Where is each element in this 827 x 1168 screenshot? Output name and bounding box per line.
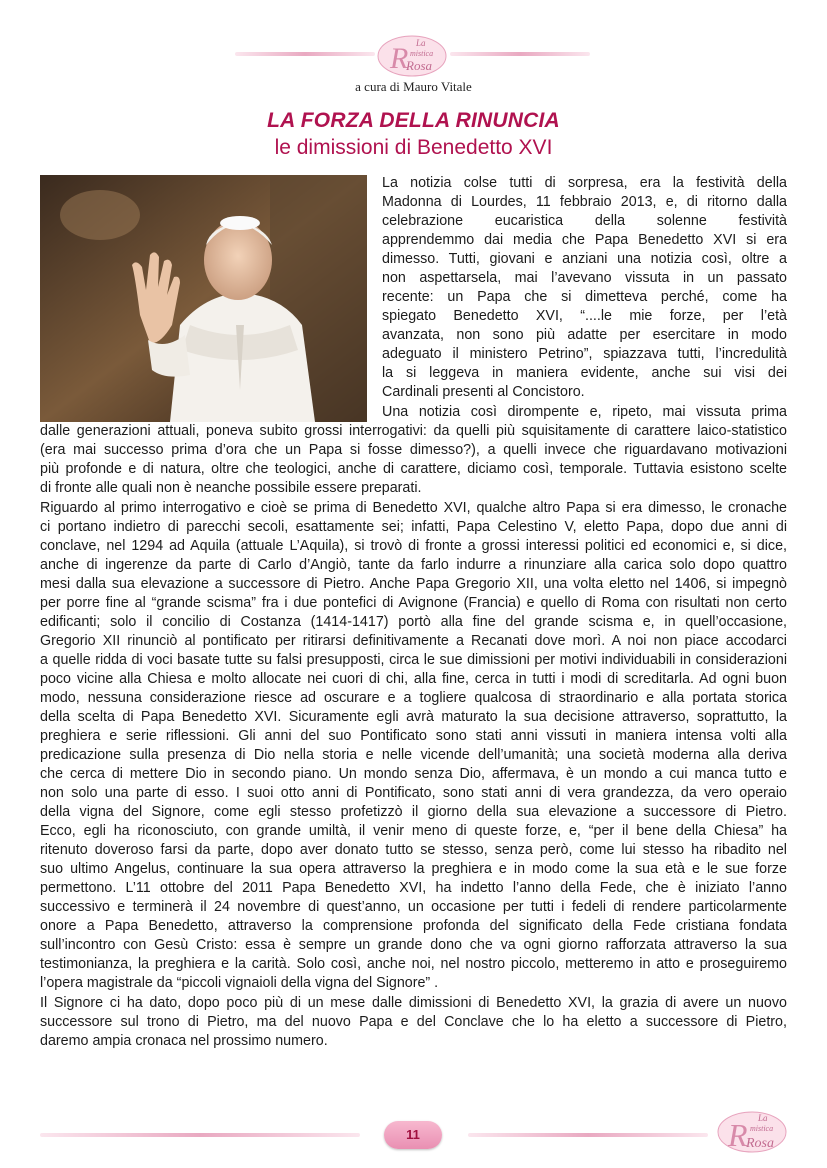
footer-logo-text-mistica: mistica bbox=[750, 1124, 774, 1133]
body-line: sull’incontro con Gesù Cristo: essa è sempre un grande dono che va ogni giorno rafforzata attraverso la sua bbox=[40, 937, 787, 953]
body-line: suo ultimo Angelus, continuare la sua opera attraverso la preghiera e in modo come la sua età e le sue forze bbox=[40, 861, 787, 877]
body-line: anche di ingerenze da parte di Carlo d’Angiò, tante da farlo indurre a rinunziare alla carica solo dopo quattro bbox=[40, 557, 787, 573]
logo-text-la: La bbox=[416, 38, 426, 48]
body-line: l’opera magistrale da “piccoli vignaioli della vigna del Signore” . bbox=[40, 975, 439, 991]
body-line: La notizia colse tutti di sorpresa, era la festività della bbox=[382, 175, 787, 191]
footer-logo-text-rosa: Rosa bbox=[746, 1136, 774, 1151]
body-line: recente: un Papa che si dimetteva perché, come ha bbox=[382, 289, 787, 305]
body-line: successore sul trono di Pietro, ma del nuovo Papa e del Conclave che lo ha eletto a successore di Pietro, bbox=[40, 1014, 787, 1030]
body-line: apprendemmo dai media che Papa Benedetto XVI si era bbox=[382, 232, 787, 248]
page-number: 11 bbox=[384, 1121, 442, 1149]
body-line: successivo e terminerà il 24 novembre di quest’anno, un occasione per tutti i fedeli di rendere particolarmente bbox=[40, 899, 787, 915]
body-line: predicazione sulla presenza di Dio nella storia e nelle vicende dell’umanità; una società moderna alla deriva bbox=[40, 747, 787, 763]
body-line: preghiera e serie riflessioni. Gli anni del suo Pontificato sono stati anni vissuti in maniera intensa volti alla bbox=[40, 728, 787, 744]
body-line: avanzata, non sono più adatte per esercitare in modo bbox=[382, 327, 787, 343]
body-line: conclave, nel 1294 ad Aquila (attuale L’Aquila), si trovò di fronte a grossi interessi politici ed economici e, si dice, bbox=[40, 538, 787, 554]
footer-logo bbox=[712, 1106, 792, 1156]
body-line: Ecco, egli ha riconosciuto, con grande umiltà, il venir meno di queste forze, e, “per il bene della Chiesa” ha bbox=[40, 823, 787, 839]
body-line: testimonianza, la preghiera e la carità. Solo così, anche noi, nel nostro piccolo, metteremo in atto e proseguiremo bbox=[40, 956, 787, 972]
body-line: ci portano indietro di parecchi secoli, esattamente sei; infatti, Papa Celestino V, eletto Papa, dopo due anni di bbox=[40, 519, 787, 535]
body-line: modo, nessuna considerazione riesce ad oscurare e a togliere qualcosa di straordinario e alla portata storica bbox=[40, 690, 787, 706]
body-line: non solo una parte di esso. I suoi otto anni di Pontificato, sono stati anni di vera grandezza, da vero operaio bbox=[40, 785, 787, 801]
body-line: più profonde e di natura, oltre che teologici, anche di carattere, diciamo così, temporale. Tuttavia esistono scelte bbox=[40, 461, 787, 477]
body-line: spiegato Benedetto XVI, “....le mie forze, per l’età bbox=[382, 308, 787, 324]
body-line: per porre fine al “grande scisma” fra i due pontefici di Avignone (Francia) e quello di Roma con risultati non certo bbox=[40, 595, 787, 611]
body-line: Il Signore ci ha dato, dopo poco più di un mese dalle dimissioni di Benedetto XVI, la grazia di avere un nuovo bbox=[40, 995, 787, 1011]
body-line: celebrazione eucaristica della solenne festività bbox=[382, 213, 787, 229]
logo-text-rosa: Rosa bbox=[406, 58, 432, 73]
body-line: Una notizia così dirompente e, ripeto, mai vissuta prima bbox=[382, 404, 787, 420]
article-title: LA FORZA DELLA RINUNCIA bbox=[267, 109, 560, 132]
body-line: della scelta di Papa Benedetto XVI. Sicuramente egli avrà maturato la sua decisione attraverso, soprattutto, la bbox=[40, 709, 787, 725]
body-line: Madonna di Lourdes, 11 febbraio 2013, e, di ritorno dalla bbox=[382, 194, 787, 210]
body-line: onore a Papa Benedetto, attraverso la comprensione profonda del significato della Fede cristiana fondata bbox=[40, 918, 787, 934]
footer-logo-letter-r: R bbox=[728, 1117, 748, 1153]
body-line: Gregorio XII rinunciò al pontificato per ritirarsi definitivamente a Recanati dove morì. A noi non piace accodarci bbox=[40, 633, 787, 649]
body-line: dalle generazioni attuali, poneva subito grossi interrogativi: da quelli più squisitamente di carattere laico-statistico bbox=[40, 423, 787, 439]
body-line: la si leggeva in maniera evidente, anche sui visi dei bbox=[382, 365, 787, 381]
body-line: mesi dalla sua elevazione a successore di Pietro. Anche Papa Gregorio XII, una volta eletto nel 1406, si impegnò bbox=[40, 576, 787, 592]
body-line: poco vicine alla Chiesa e molto allocate nei cuori di chi, alla fine, cerca in tutti i modi di screditarla. Ad ogni buon bbox=[40, 671, 787, 687]
logo-letter-r: R bbox=[390, 42, 409, 75]
body-line: Cardinali presenti al Concistoro. bbox=[382, 384, 585, 400]
body-line: ritenuto doveroso farsi da parte, dopo aver donato tutto se stesso, senza però, come lui stesso ha ribadito nel bbox=[40, 842, 787, 858]
body-line: daremo ampia cronaca nel prossimo numero. bbox=[40, 1033, 328, 1049]
article-subtitle: le dimissioni di Benedetto XVI bbox=[274, 136, 553, 159]
footer-logo-text-la: La bbox=[758, 1113, 768, 1123]
body-line: Riguardo al primo interrogativo e cioè se prima di Benedetto XVI, qualche altro Papa si era dimesso, le cronache bbox=[40, 500, 787, 516]
body-line: non aspettarsela, mai l’avevano vissuta in un passato bbox=[382, 270, 787, 286]
body-line: edificanti; solo il concilio di Costanza (1414-1417) portò alla fine del grande scisma e, in quell’occasione, bbox=[40, 614, 787, 630]
logo-text-mistica: mistica bbox=[410, 49, 434, 58]
body-line: permettono. L’11 ottobre del 2011 Papa Benedetto XVI, ha indetto l’anno della Fede, che è iniziato l’anno bbox=[40, 880, 787, 896]
body-line: che cerca di mettere Dio in secondo piano. Un mondo senza Dio, affermava, è un mondo a cui manca tutto e bbox=[40, 766, 787, 782]
footer-rule-left bbox=[40, 1133, 360, 1137]
body-line: dimesso. Tutti, giovani e anziani una notizia così, oltre a bbox=[382, 251, 787, 267]
body-line: a quelle ridda di voci basate tutte su falsi presupposti, circa le sue dimissioni per motivi individuabili in considerazioni bbox=[40, 652, 787, 668]
footer-rule-right bbox=[468, 1133, 708, 1137]
byline: a cura di Mauro Vitale bbox=[355, 79, 472, 94]
body-line: (era mai successo prima d’ora che un Papa si fosse dimesso?), a quelli invece che riguardavano motivazioni bbox=[40, 442, 787, 458]
body-line: della vigna del Signore, come egli stesso profetizzò il giorno della sua elevazione a successore di Pietro. bbox=[40, 804, 787, 820]
body-line: adeguato il ministero Petrino”, spiazzava tutti, l’incredulità bbox=[382, 346, 787, 362]
body-line: di fronte alle quali non è neanche possibile essere preparati. bbox=[40, 480, 422, 496]
